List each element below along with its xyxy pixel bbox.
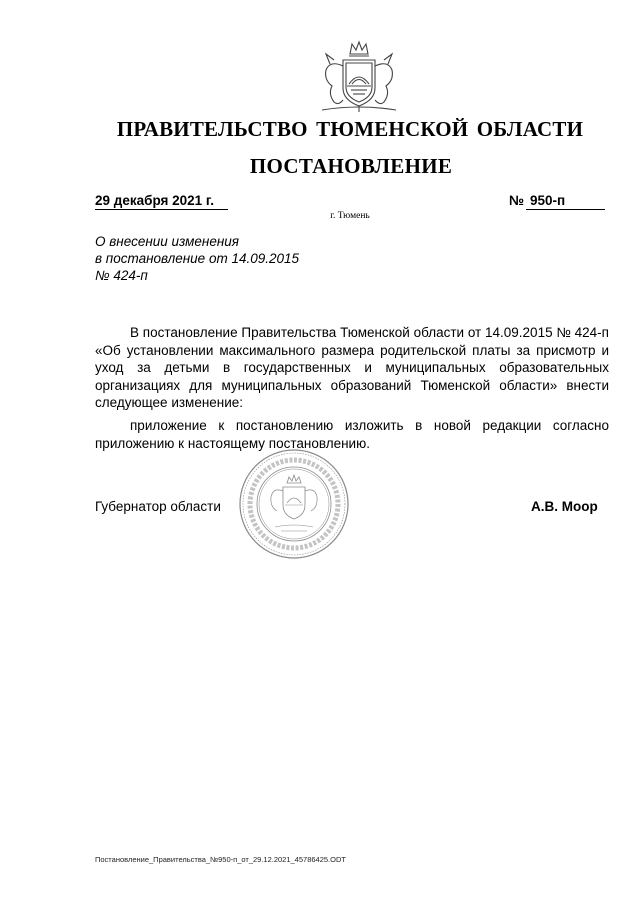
footer-file-name: Постановление_Правительства_№950-п_от_29.12.2021_45786425.ODT — [95, 855, 346, 864]
official-seal-icon — [237, 447, 351, 561]
signer-title: Губернатор области — [95, 499, 221, 514]
subject-line: О внесении изменения — [95, 234, 240, 249]
document-number: 950-п — [526, 193, 605, 210]
subject-line: № 424-п — [95, 268, 148, 283]
signer-name: А.В. Моор — [531, 499, 598, 514]
organization-title: ПРАВИТЕЛЬСТВО ТЮМЕНСКОЙ ОБЛАСТИ — [116, 117, 584, 141]
subject-line: в постановление от 14.09.2015 — [95, 251, 300, 266]
document-date: 29 декабря 2021 г. — [95, 193, 228, 210]
document-type-title: ПОСТАНОВЛЕНИЕ — [249, 154, 453, 178]
document-subject — [95, 233, 299, 284]
coat-of-arms-icon — [316, 40, 402, 116]
body-paragraph: приложение к постановлению изложить в новой редакции согласно приложению к настоящему постановлению. — [95, 418, 609, 451]
document-city: г. Тюмень — [330, 211, 370, 221]
document-number-label: № — [509, 193, 525, 208]
body-paragraph: В постановление Правительства Тюменской области от 14.09.2015 № 424-п «Об установлении максимального размера родительской платы за присмотр и уход за детьми в государственных и муниципальных образовательных организациях для муниципальных образований Тюменской области» внести следующее изменение: — [95, 325, 609, 411]
